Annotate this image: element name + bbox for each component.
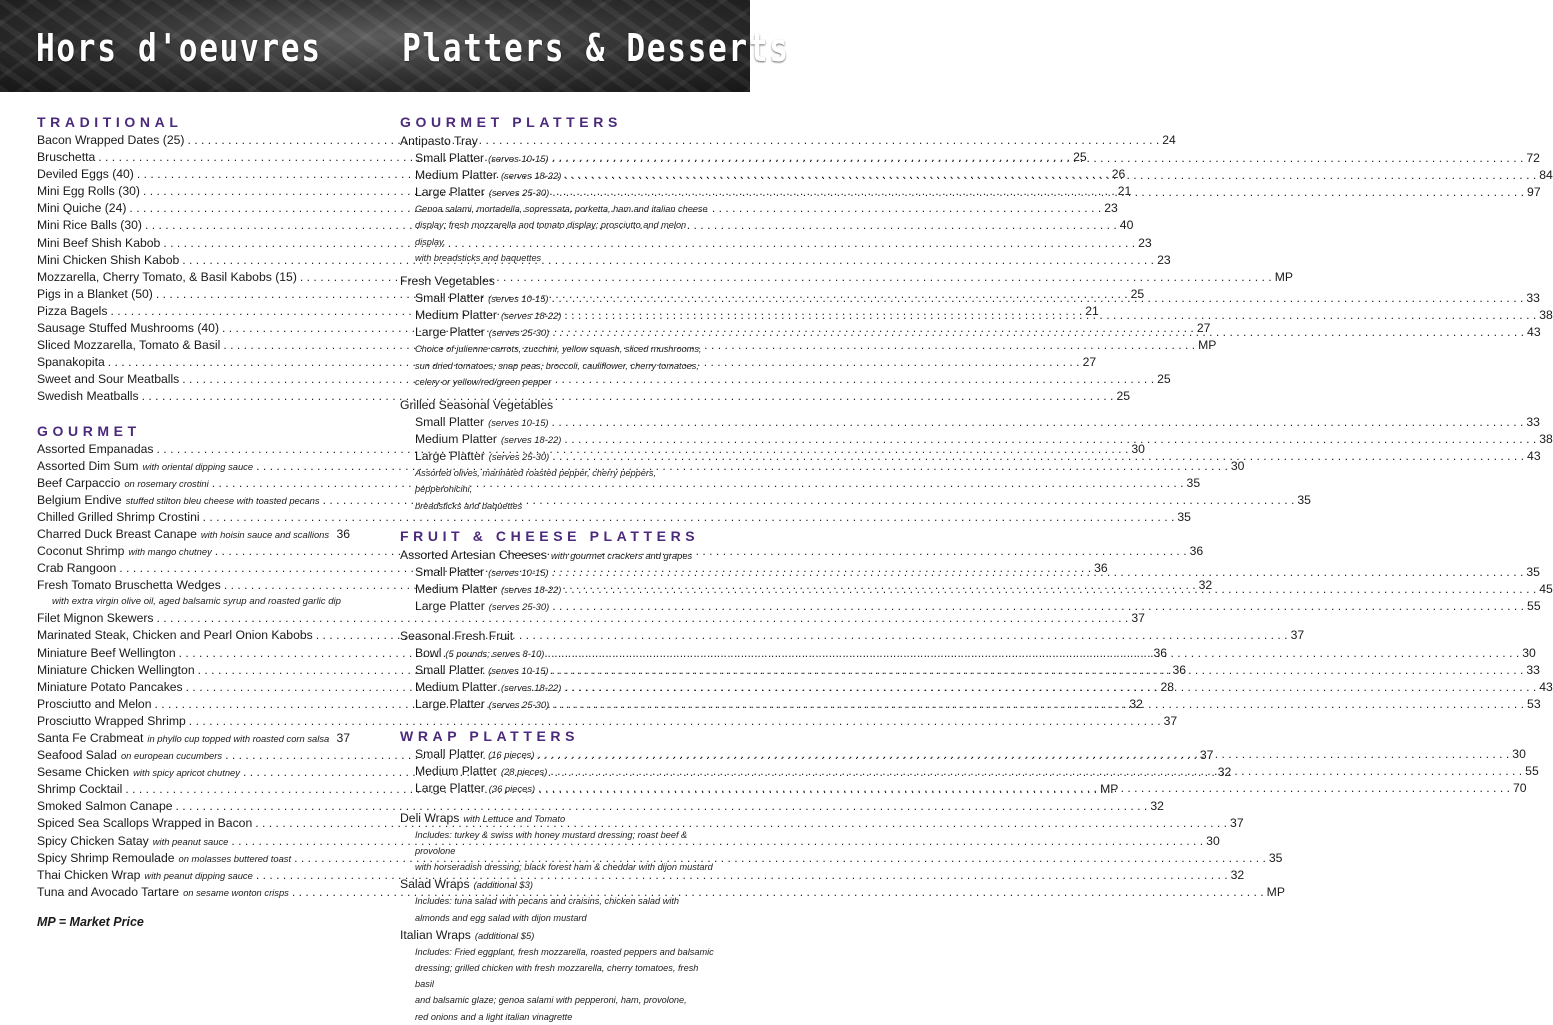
- wrap-types-list: [400, 809, 714, 1025]
- hors-doeuvres-title: Hors d'oeuvres: [36, 26, 322, 70]
- item-name: Santa Fe Crabmeat: [37, 731, 144, 745]
- wrap-platters-heading: WRAP PLATTERS: [400, 727, 580, 744]
- item-price: 45: [1539, 581, 1553, 596]
- item-name: Pigs in a Blanket (50): [37, 286, 153, 301]
- item-price: 23: [1104, 201, 1118, 216]
- menu-item-row: [400, 448, 1541, 465]
- item-name: Medium Platter: [415, 432, 497, 447]
- platters-desserts-title: Platters & Desserts: [402, 26, 790, 70]
- item-note: with peanut dipping sauce: [144, 869, 253, 881]
- group-name: Seasonal Fresh Fruit: [400, 629, 514, 644]
- item-price: 35: [1186, 475, 1201, 490]
- dot-leader: [552, 150, 1524, 167]
- traditional-heading: TRADITIONAL: [37, 114, 183, 130]
- item-note: on rosemary crostini: [124, 477, 209, 489]
- description-line: and balsamic glaze; genoa salami with pepperoni, ham, provolone,: [415, 995, 687, 1006]
- item-price: 43: [1539, 680, 1553, 695]
- item-name: Mini Egg Rolls (30): [37, 184, 140, 199]
- item-price: 36: [1094, 561, 1108, 576]
- item-price: 25: [1130, 286, 1145, 301]
- item-name: Pizza Bagels: [37, 303, 108, 318]
- item-name: Shrimp Cocktail: [37, 782, 123, 797]
- item-name: Medium Platter: [415, 581, 497, 596]
- item-price: 32: [1198, 578, 1213, 593]
- menu-item-row: [400, 414, 1540, 431]
- dot-leader: [332, 730, 333, 747]
- item-description: [400, 944, 714, 1025]
- item-price: 30: [1131, 441, 1145, 456]
- menu-item-row: [37, 713, 1178, 730]
- item-name: Mini Rice Balls (30): [37, 218, 142, 233]
- item-name: Mini Chicken Shish Kabob: [37, 252, 180, 267]
- item-name: Crab Rangoon: [37, 561, 117, 576]
- group-title: [400, 809, 714, 827]
- item-note: (serves 25-30): [488, 601, 550, 613]
- item-price: 37: [1230, 816, 1244, 831]
- dot-leader: [552, 662, 1524, 679]
- item-price: 36: [1153, 645, 1168, 660]
- menu-item-row: [37, 730, 350, 747]
- item-name: Swedish Meatballs: [37, 389, 139, 404]
- item-price: 32: [1230, 867, 1245, 882]
- item-price: 37: [1199, 748, 1214, 763]
- group-name: Grilled Seasonal Vegetables: [400, 397, 554, 412]
- item-price: 32: [1129, 696, 1143, 711]
- item-name: Bacon Wrapped Dates (25): [37, 133, 185, 147]
- item-price: 30: [1206, 833, 1220, 848]
- group-name: Italian Wraps: [400, 927, 471, 942]
- item-name: Sweet and Sour Meatballs: [37, 372, 180, 387]
- gourmet-platters-heading: GOURMET PLATTERS: [400, 114, 622, 130]
- item-price: 24: [1162, 133, 1176, 147]
- item-price: 21: [1085, 303, 1099, 318]
- item-name: Large Platter: [415, 449, 485, 464]
- item-name: Small Platter: [415, 291, 485, 306]
- description-line: Choice of julienne carrots, zucchini, yellow squash, sliced mushrooms,: [415, 344, 702, 355]
- item-note: (serves 25-30): [488, 451, 550, 463]
- item-price: MP: [1100, 782, 1119, 797]
- item-name: Small Platter: [415, 663, 485, 678]
- item-price: 23: [1157, 252, 1171, 267]
- item-note: (serves 10-15): [488, 293, 549, 305]
- group-note: with gourmet crackers and grapes: [551, 549, 693, 561]
- group-title: [400, 396, 714, 414]
- group-name: Assorted Artesian Cheeses: [400, 547, 548, 562]
- item-name: Coconut Shrimp: [37, 544, 125, 559]
- item-name: Beef Carpaccio: [37, 475, 121, 490]
- item-note: (serves 10-15): [488, 416, 549, 428]
- menu-item-row: [37, 509, 1191, 526]
- item-note: (5 pounds; serves 8-10): [445, 648, 545, 660]
- group-note: (additional $3): [473, 879, 533, 891]
- item-name: Smoked Salmon Canape: [37, 799, 173, 814]
- item-price: 84: [1539, 168, 1553, 183]
- item-name: Spicy Chicken Satay: [37, 833, 149, 848]
- item-note: (serves 10-15): [488, 153, 549, 164]
- menu-item-row: [37, 235, 1152, 252]
- item-description: [400, 827, 714, 876]
- item-note: in phyllo cup topped with roasted corn salsa: [147, 733, 330, 744]
- item-price: 21: [1117, 184, 1132, 199]
- description-line: with horseradish dressing; black forest ham & cheddar with dijon mustard: [415, 862, 713, 873]
- dot-leader: [564, 581, 1536, 598]
- item-name: Fresh Tomato Bruschetta Wedges: [37, 578, 221, 593]
- menu-item-row: [37, 610, 1145, 627]
- dot-leader: [538, 780, 1510, 797]
- description-line: with breadsticks and baquettes: [415, 252, 542, 263]
- dot-leader: [564, 679, 1536, 696]
- item-name: Mozzarella, Cherry Tomato, & Basil Kabobs (15): [37, 269, 297, 284]
- group-note: (additional $5): [474, 929, 535, 941]
- item-price: 40: [1119, 218, 1134, 233]
- item-price: 30: [1230, 458, 1245, 473]
- item-name: Small Platter: [415, 151, 485, 165]
- item-description: [400, 893, 714, 925]
- item-name: Miniature Chicken Wellington: [37, 662, 195, 677]
- item-price: 43: [1527, 449, 1541, 464]
- dot-leader: [552, 696, 1524, 713]
- item-note: with spicy apricot chutney: [133, 767, 240, 779]
- item-note: (serves 18-22): [500, 434, 562, 446]
- description-line: Genoa salami, mortadella, sopressata, porketta, ham and italian cheese: [415, 204, 708, 215]
- dot-leader: [552, 290, 1524, 307]
- item-price: 25: [1116, 389, 1130, 404]
- dot-leader: [537, 746, 1509, 763]
- item-name: Sliced Mozzarella, Tomato & Basil: [37, 338, 221, 353]
- item-note: stuffed stilton bleu cheese with toasted pecans: [125, 494, 320, 506]
- item-name: Medium Platter: [415, 763, 497, 778]
- item-price: 37: [1290, 628, 1305, 643]
- item-price: MP: [1198, 338, 1217, 353]
- menu-item-row: [37, 526, 350, 543]
- dot-leader: [552, 564, 1524, 581]
- item-description: [400, 465, 714, 514]
- item-price: 38: [1539, 308, 1553, 323]
- menu-item-row: [400, 598, 1541, 615]
- item-price: 32: [1217, 765, 1232, 780]
- item-subnote: with extra virgin olive oil, aged balsamic syrup and roasted garlic dip: [52, 596, 342, 608]
- dot-leader: [550, 763, 1522, 780]
- item-price: 35: [1268, 850, 1283, 865]
- dot-leader: [564, 307, 1536, 324]
- item-name: Spiced Sea Scallops Wrapped in Bacon: [37, 816, 253, 831]
- item-name: Marinated Steak, Chicken and Pearl Onion Kabobs: [37, 628, 313, 643]
- item-name: Miniature Potato Pancakes: [37, 679, 183, 694]
- item-price: 30: [1512, 746, 1526, 761]
- item-description: [400, 341, 714, 390]
- dot-leader: [547, 645, 1519, 662]
- market-price-footnote: MP = Market Price: [37, 915, 144, 929]
- item-name: Large Platter: [415, 185, 485, 200]
- description-line: breadsticks and baquettes: [415, 500, 523, 511]
- item-description: [400, 201, 714, 266]
- spacer: [400, 615, 714, 627]
- item-price: 27: [1082, 355, 1097, 370]
- group-title: [400, 627, 714, 645]
- item-name: Prosciutto Wrapped Shrimp: [37, 713, 186, 728]
- menu-item-row: [37, 458, 1245, 475]
- item-name: Medium Platter: [415, 308, 497, 323]
- item-price: 35: [1177, 509, 1191, 524]
- item-price: 97: [1527, 185, 1541, 200]
- group-title: [400, 546, 714, 564]
- item-price: 35: [1526, 564, 1540, 579]
- item-note: (serves 18-22): [500, 583, 562, 595]
- group-title: [400, 926, 714, 944]
- item-price: 36: [1172, 662, 1186, 677]
- dot-leader: [552, 598, 1524, 615]
- item-name: Large Platter: [415, 697, 485, 712]
- dot-leader: [552, 184, 1524, 201]
- item-name: Bowl: [415, 646, 442, 661]
- item-price: 70: [1512, 780, 1527, 795]
- item-name: Deviled Eggs (40): [37, 167, 134, 182]
- item-name: Miniature Beef Wellington: [37, 645, 176, 660]
- item-name: Assorted Dim Sum: [37, 458, 139, 473]
- item-note: on molasses buttered toast: [178, 852, 292, 864]
- fruit-cheese-heading: FRUIT & CHEESE PLATTERS: [400, 527, 700, 544]
- group-name: Deli Wraps: [400, 810, 460, 825]
- item-price: 36: [1189, 544, 1204, 559]
- item-name: Prosciutto and Melon: [37, 696, 152, 711]
- description-line: Includes: Fried eggplant, fresh mozzarella, roasted peppers and balsamic: [415, 946, 714, 957]
- group-name: Salad Wraps: [400, 877, 470, 892]
- description-line: almonds and egg salad with dijon mustard: [415, 912, 587, 923]
- item-price: 37: [1163, 713, 1178, 728]
- item-price: 25: [1157, 372, 1171, 387]
- item-note: (28 pieces): [500, 765, 548, 777]
- description-line: red onions and a light italian vinagrette: [415, 1011, 573, 1022]
- item-name: Large Platter: [415, 599, 485, 614]
- description-line: Includes: tuna salad with pecans and craisins, chicken salad with: [415, 896, 680, 907]
- item-name: Filet Mignon Skewers: [37, 611, 154, 626]
- item-price: 23: [1138, 235, 1152, 250]
- item-price: 26: [1111, 167, 1126, 182]
- item-note: (serves 18-22): [500, 682, 562, 694]
- group-name: Antipasto Tray: [400, 134, 478, 148]
- description-line: Assorted olives, marinated roasted pepper, cherry peppers, pepperonicini,: [415, 468, 657, 495]
- item-name: Chilled Grilled Shrimp Crostini: [37, 509, 200, 524]
- item-name: Small Platter: [415, 746, 485, 761]
- item-price: 55: [1525, 763, 1539, 778]
- item-note: on european cucumbers: [120, 750, 223, 762]
- item-name: Belgium Endive: [37, 492, 122, 507]
- item-name: Spicy Shrimp Remoulade: [37, 850, 175, 865]
- item-price: 55: [1527, 599, 1541, 614]
- item-name: Medium Platter: [415, 168, 497, 183]
- item-note: (serves 18-22): [500, 310, 562, 322]
- description-line: dressing; grilled chicken with fresh mozzarella, cherry tomatoes, fresh basil: [415, 963, 699, 990]
- item-note: with hoisin sauce and scallions: [200, 528, 330, 540]
- item-note: with mango chutney: [128, 546, 212, 558]
- dot-leader: [552, 414, 1524, 431]
- dot-leader: [332, 526, 333, 543]
- description-line: Includes: turkey & swiss with honey mustard dressing; roast beef & provolone: [415, 829, 688, 857]
- item-price: 28: [1160, 679, 1175, 694]
- item-note: (serves 25-30): [488, 699, 550, 711]
- dot-leader: [552, 448, 1524, 465]
- header-banner: [0, 0, 790, 92]
- group-title: [400, 875, 714, 893]
- item-note: (serves 10-15): [488, 665, 549, 677]
- item-price: 25: [1073, 150, 1087, 165]
- item-name: Mini Quiche (24): [37, 201, 127, 216]
- item-name: Large Platter: [415, 780, 485, 795]
- item-price: 32: [1150, 799, 1164, 814]
- item-name: Bruschetta: [37, 150, 96, 165]
- item-note: (serves 25-30): [488, 187, 550, 199]
- menu-item-row: [37, 850, 1283, 867]
- description-line: celery or yellow/red/green pepper: [415, 376, 552, 387]
- item-name: Small Platter: [415, 564, 485, 579]
- item-note: (serves 25-30): [488, 327, 550, 339]
- description-line: display; fresh mozzarella and tomato display; prosciutto and melon display,: [415, 220, 687, 247]
- item-name: Large Platter: [415, 325, 485, 340]
- item-name: Thai Chicken Wrap: [37, 867, 141, 882]
- item-note: (36 pieces): [488, 782, 536, 794]
- item-name: Mini Beef Shish Kabob: [37, 235, 161, 250]
- item-name: Assorted Empanadas: [37, 441, 154, 456]
- item-price: 72: [1526, 151, 1540, 165]
- item-price: 35: [1297, 492, 1311, 507]
- item-name: Charred Duck Breast Canape: [37, 526, 197, 541]
- item-price: 36: [336, 526, 350, 541]
- item-price: 38: [1539, 432, 1553, 447]
- item-price: 30: [1522, 646, 1536, 661]
- group-title: [400, 132, 714, 150]
- item-price: 43: [1527, 325, 1541, 340]
- item-name: Small Platter: [415, 414, 485, 429]
- item-price: 33: [1526, 414, 1540, 429]
- item-note: (serves 18-22): [500, 170, 562, 182]
- item-name: Spanakopita: [37, 355, 105, 370]
- group-note: with Lettuce and Tomato: [463, 812, 566, 824]
- dot-leader: [552, 324, 1524, 341]
- menu-item-row: [400, 431, 1553, 448]
- item-name: Medium Platter: [415, 680, 497, 695]
- item-price: 33: [1526, 291, 1540, 306]
- dot-leader: [231, 833, 1203, 850]
- dot-leader: [564, 167, 1536, 184]
- item-price: 53: [1527, 697, 1541, 712]
- gourmet-heading: GOURMET: [37, 422, 141, 439]
- item-price: 33: [1526, 663, 1540, 678]
- item-note: with peanut sauce: [152, 835, 229, 847]
- item-name: Seafood Salad: [37, 748, 117, 763]
- item-name: Sesame Chicken: [37, 765, 130, 780]
- item-name: Tuna and Avocado Tartare: [37, 884, 180, 899]
- item-price: 37: [1131, 611, 1145, 626]
- item-price: 37: [336, 731, 350, 745]
- item-note: (16 pieces): [488, 748, 535, 760]
- item-note: with oriental dipping sauce: [142, 460, 254, 472]
- item-name: Sausage Stuffed Mushrooms (40): [37, 321, 220, 336]
- item-note: on sesame wonton crisps: [183, 886, 289, 898]
- description-line: sun dried tomatoes, snap peas, broccoli, cauliflower, cherry tomatoes,: [415, 360, 699, 371]
- dot-leader: [564, 431, 1536, 448]
- item-note: (serves 10-15): [488, 566, 549, 578]
- item-price: MP: [1266, 884, 1285, 899]
- group-title: [400, 272, 714, 290]
- group-name: Fresh Vegetables: [400, 274, 495, 289]
- menu-item-row: [37, 798, 1164, 815]
- item-price: 27: [1196, 321, 1211, 336]
- item-price: MP: [1274, 269, 1293, 284]
